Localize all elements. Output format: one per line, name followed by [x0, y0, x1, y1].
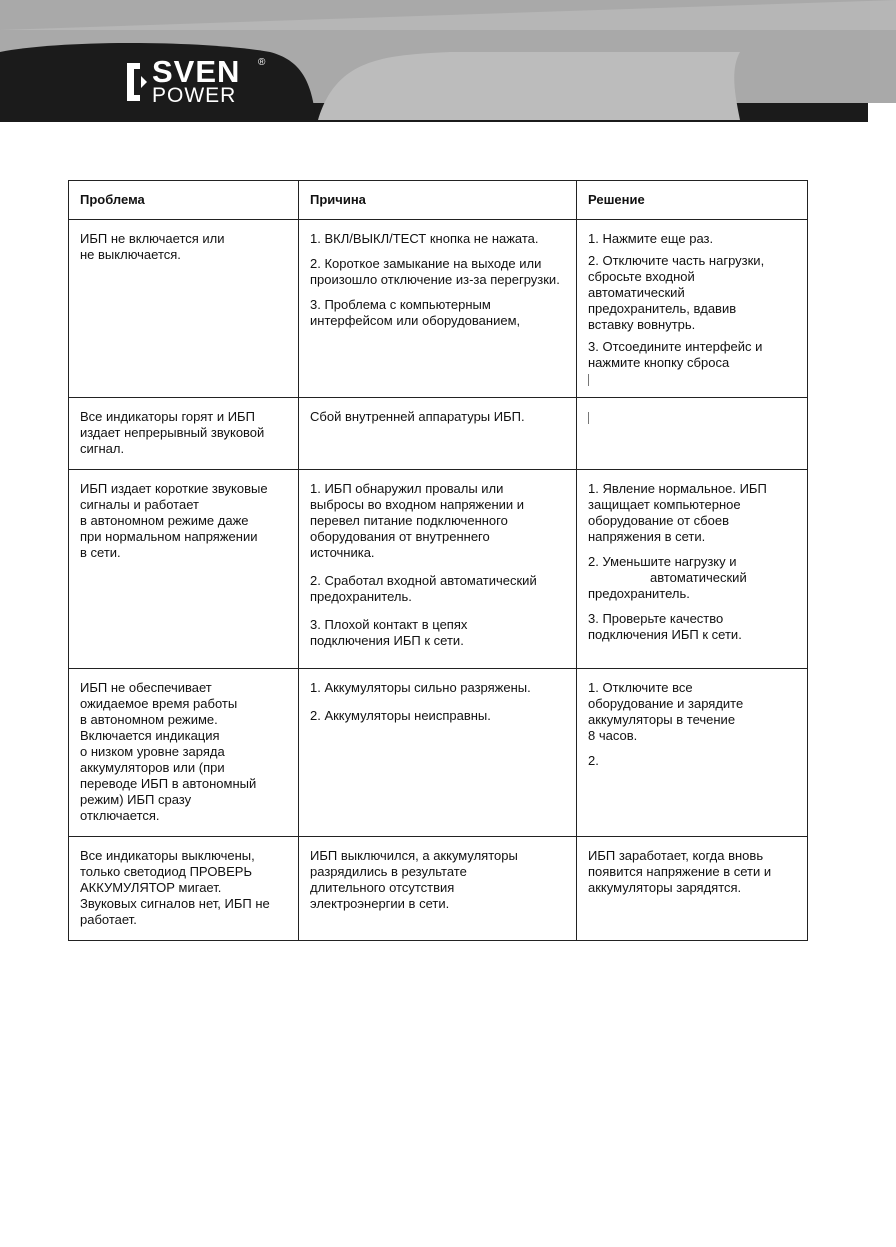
- cause-item: [310, 680, 566, 696]
- cause-line: интерфейсом или оборудованием,: [310, 313, 521, 328]
- solution-line: автоматический: [588, 285, 685, 300]
- solution-line: 3. Отсоедините интерфейс и: [588, 339, 763, 354]
- solution-line: 2.: [588, 753, 599, 768]
- cause-line: ИБП выключился, а аккумуляторы: [310, 848, 518, 863]
- solution-line: автоматический: [650, 570, 747, 585]
- solution-line: нажмите кнопку сброса: [588, 355, 730, 370]
- cause-line: 3. Плохой контакт в цепях: [310, 617, 468, 632]
- cause-line: 1. ИБП обнаружил провалы или: [310, 481, 504, 496]
- table-row: [69, 220, 808, 398]
- solution-cell: [577, 669, 808, 837]
- problem-line: ИБП издает короткие звуковые: [80, 481, 268, 496]
- cause-item: [310, 617, 566, 649]
- table-header-row: [69, 181, 808, 220]
- solution-line: подключения ИБП к сети.: [588, 627, 742, 642]
- solution-line: 2. Отключите часть нагрузки,: [588, 253, 765, 268]
- solution-line: оборудование от сбоев: [588, 513, 729, 528]
- solution-item: [588, 231, 797, 247]
- problem-line: в автономном режиме даже: [80, 513, 249, 528]
- problem-line: о низком уровне заряда: [80, 744, 225, 759]
- cause-cell: [299, 669, 577, 837]
- problem-line: Звуковых сигналов нет, ИБП не: [80, 896, 270, 911]
- problem-line: ожидаемое время работы: [80, 696, 238, 711]
- solution-line: ИБП заработает, когда вновь: [588, 848, 764, 863]
- cause-item: [310, 481, 566, 561]
- problem-line: сигналы и работает: [80, 497, 199, 512]
- problem-line: Все индикаторы выключены,: [80, 848, 255, 863]
- solution-line: 1. Нажмите еще раз.: [588, 231, 714, 246]
- page-header: [0, 0, 896, 125]
- cause-item: [310, 297, 566, 329]
- problem-line: издает непрерывный звуковой: [80, 425, 265, 440]
- problem-line: не выключается.: [80, 247, 181, 262]
- header-solution: Решение: [577, 181, 808, 220]
- cause-item: [310, 231, 566, 247]
- cause-line: 1. ВКЛ/ВЫКЛ/ТЕСТ кнопка не нажата.: [310, 231, 539, 246]
- cause-line: источника.: [310, 545, 375, 560]
- solution-item: [588, 339, 797, 387]
- problem-line: отключается.: [80, 808, 160, 823]
- sven-power-logo: [124, 54, 274, 108]
- solution-line: 8 часов.: [588, 728, 638, 743]
- cause-line: Сбой внутренней аппаратуры ИБП.: [310, 409, 525, 424]
- cause-item: [310, 256, 566, 288]
- table-row: [69, 398, 808, 470]
- cause-cell: [299, 398, 577, 470]
- text-cursor-mark: [588, 374, 589, 386]
- cause-line: выбросы во входном напряжении и: [310, 497, 525, 512]
- cause-line: 2. Аккумуляторы неисправны.: [310, 708, 491, 723]
- header-cause: Причина: [299, 181, 577, 220]
- cause-line: электроэнергии в сети.: [310, 896, 450, 911]
- solution-line: 3. Проверьте качество: [588, 611, 724, 626]
- problem-line: переводе ИБП в автономный: [80, 776, 257, 791]
- solution-line: вставку вовнутрь.: [588, 317, 696, 332]
- logo-registered-mark: ®: [258, 57, 266, 68]
- cause-cell: [299, 220, 577, 398]
- problem-line: Включается индикация: [80, 728, 220, 743]
- cause-cell: [299, 837, 577, 941]
- solution-line: 1. Отключите все: [588, 680, 693, 695]
- solution-line: сбросьте входной: [588, 269, 695, 284]
- logo-word-sven: SVEN: [152, 54, 241, 89]
- solution-line: появится напряжение в сети и: [588, 864, 772, 879]
- logo-mark-icon: [124, 60, 148, 104]
- cause-line: 2. Короткое замыкание на выходе или: [310, 256, 542, 271]
- solution-line: защищает компьютерное: [588, 497, 741, 512]
- cause-line: разрядились в результате: [310, 864, 467, 879]
- solution-line: 1. Явление нормальное. ИБП: [588, 481, 767, 496]
- solution-line: предохранитель, вдавив: [588, 301, 737, 316]
- problem-line: только светодиод ПРОВЕРЬ: [80, 864, 252, 879]
- cause-line: произошло отключение из-за перегрузки.: [310, 272, 560, 287]
- solution-item: [588, 753, 797, 769]
- cause-line: оборудования от внутреннего: [310, 529, 490, 544]
- problem-line: аккумуляторов или (при: [80, 760, 225, 775]
- header-problem: Проблема: [69, 181, 299, 220]
- problem-cell: [69, 470, 299, 669]
- solution-item: [588, 253, 797, 333]
- problem-line: в автономном режиме.: [80, 712, 218, 727]
- problem-cell: [69, 220, 299, 398]
- problem-line: сигнал.: [80, 441, 125, 456]
- problem-cell: [69, 669, 299, 837]
- solution-line: предохранитель.: [588, 586, 690, 601]
- solution-line: 2. Уменьшите нагрузку и: [588, 554, 737, 569]
- cause-item: [310, 573, 566, 605]
- cause-line: 3. Проблема с компьютерным: [310, 297, 491, 312]
- problem-line: при нормальном напряжении: [80, 529, 258, 544]
- problem-line: в сети.: [80, 545, 121, 560]
- solution-cell: [577, 837, 808, 941]
- cause-line: подключения ИБП к сети.: [310, 633, 464, 648]
- problem-line: работает.: [80, 912, 137, 927]
- problem-cell: [69, 837, 299, 941]
- cause-line: перевел питание подключенного: [310, 513, 508, 528]
- table-row: [69, 837, 808, 941]
- problem-line: режим) ИБП сразу: [80, 792, 192, 807]
- solution-line: аккумуляторы в течение: [588, 712, 736, 727]
- problem-line: ИБП не включается или: [80, 231, 225, 246]
- solution-line: оборудование и зарядите: [588, 696, 744, 711]
- cause-item: [310, 708, 566, 724]
- problem-line: Все индикаторы горят и ИБП: [80, 409, 255, 424]
- solution-line: напряжения в сети.: [588, 529, 706, 544]
- solution-item: [588, 481, 797, 545]
- solution-item: [588, 554, 797, 602]
- cause-line: предохранитель.: [310, 589, 412, 604]
- solution-item: [588, 680, 797, 744]
- cause-line: 1. Аккумуляторы сильно разряжены.: [310, 680, 531, 695]
- solution-cell: [577, 220, 808, 398]
- problem-line: АККУМУЛЯТОР мигает.: [80, 880, 222, 895]
- table-row: [69, 470, 808, 669]
- cause-line: длительного отсутствия: [310, 880, 455, 895]
- text-cursor-mark: [588, 412, 589, 424]
- solution-cell: [577, 398, 808, 470]
- cause-line: 2. Сработал входной автоматический: [310, 573, 537, 588]
- problem-line: ИБП не обеспечивает: [80, 680, 212, 695]
- solution-item: [588, 611, 797, 643]
- solution-line: аккумуляторы зарядятся.: [588, 880, 742, 895]
- cause-cell: [299, 470, 577, 669]
- problem-cell: [69, 398, 299, 470]
- logo-word-power: POWER: [152, 84, 237, 107]
- troubleshooting-table: [68, 180, 808, 941]
- table-row: [69, 669, 808, 837]
- solution-cell: [577, 470, 808, 669]
